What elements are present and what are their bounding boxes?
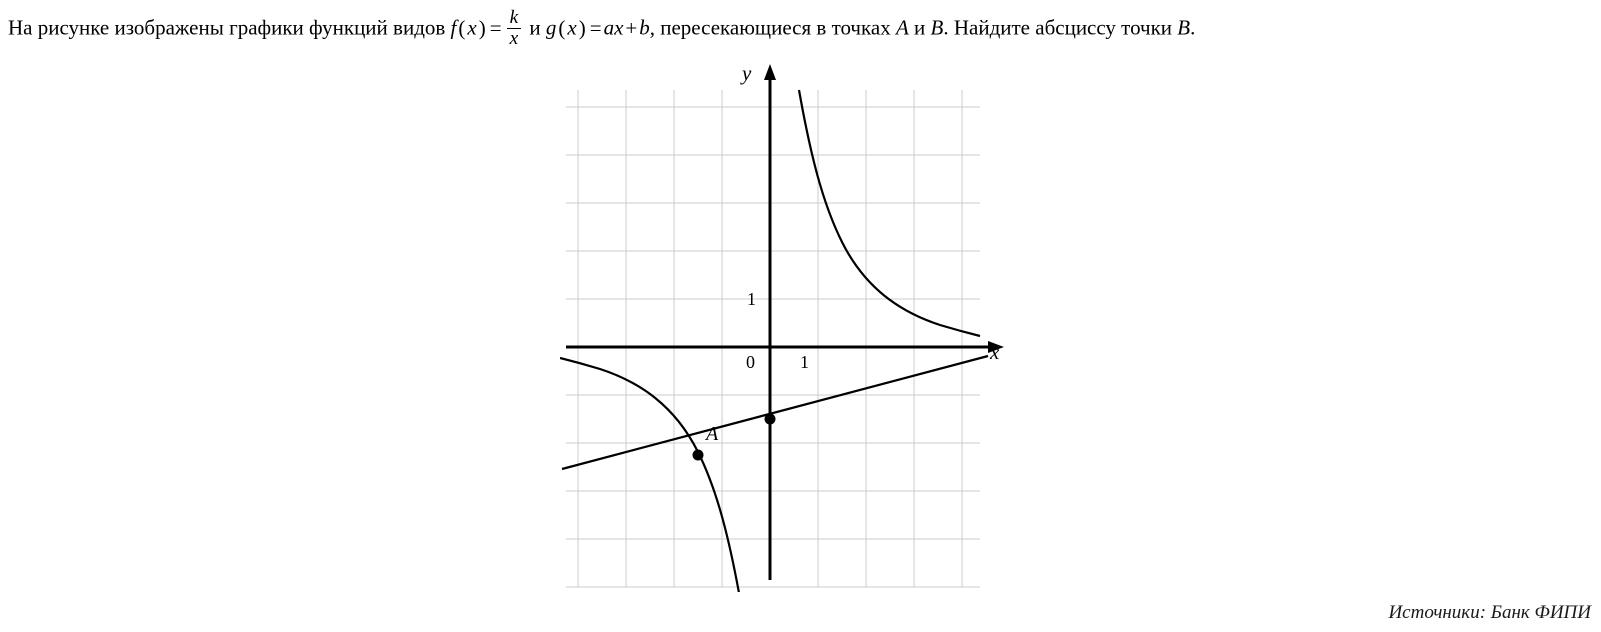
hyperbola-branch-negative — [560, 358, 741, 592]
fraction-k-over-x — [507, 8, 522, 50]
fraction-denominator: x — [507, 28, 522, 49]
point-label-a: A — [895, 15, 909, 40]
label-x-unit-one: 1 — [800, 352, 809, 372]
grid-lines — [566, 90, 980, 587]
y-axis-arrow — [764, 64, 776, 80]
function-f-name: f — [450, 15, 457, 40]
function-f-argument: x — [467, 15, 477, 40]
point-a-marker — [693, 450, 704, 461]
point-y-intercept-marker — [765, 414, 776, 425]
label-origin-zero: 0 — [746, 352, 755, 372]
conjunction-and-1: и — [529, 15, 541, 40]
label-y-unit-one: 1 — [747, 289, 756, 309]
function-g-name: g — [545, 15, 557, 40]
label-axis-x: x — [990, 340, 1000, 364]
problem-text-part-3: . Найдите абсциссу точки — [943, 15, 1173, 40]
source-caption: Источники: Банк ФИПИ — [1388, 602, 1591, 623]
plus-sign: + — [625, 15, 638, 40]
label-point-a: A — [706, 423, 719, 445]
problem-period: . — [1190, 15, 1196, 40]
axes — [566, 74, 992, 580]
coordinate-plane-figure — [560, 62, 1020, 592]
point-label-b-target: B — [1177, 15, 1191, 40]
problem-statement: На рисунке изображены графики функций видов f(x) = $\frac{k}{x}$ и g(x) =ax+b, пересекающиеся в точках A и B. Найдите абсциссу точки B. — [8, 7, 1196, 50]
point-label-b: B — [930, 15, 944, 40]
problem-text-part-1: На рисунке изображены графики функций видов — [8, 15, 446, 40]
function-g-argument: x — [567, 15, 577, 40]
coefficient-a: a — [603, 15, 615, 40]
conjunction-and-2: и — [914, 15, 926, 40]
coefficient-b: b — [639, 15, 650, 40]
variable-x: x — [614, 15, 624, 40]
fraction-numerator: k — [509, 7, 519, 28]
label-axis-y: y — [742, 62, 752, 85]
problem-text-part-2: , пересекающиеся в точках — [649, 15, 891, 40]
